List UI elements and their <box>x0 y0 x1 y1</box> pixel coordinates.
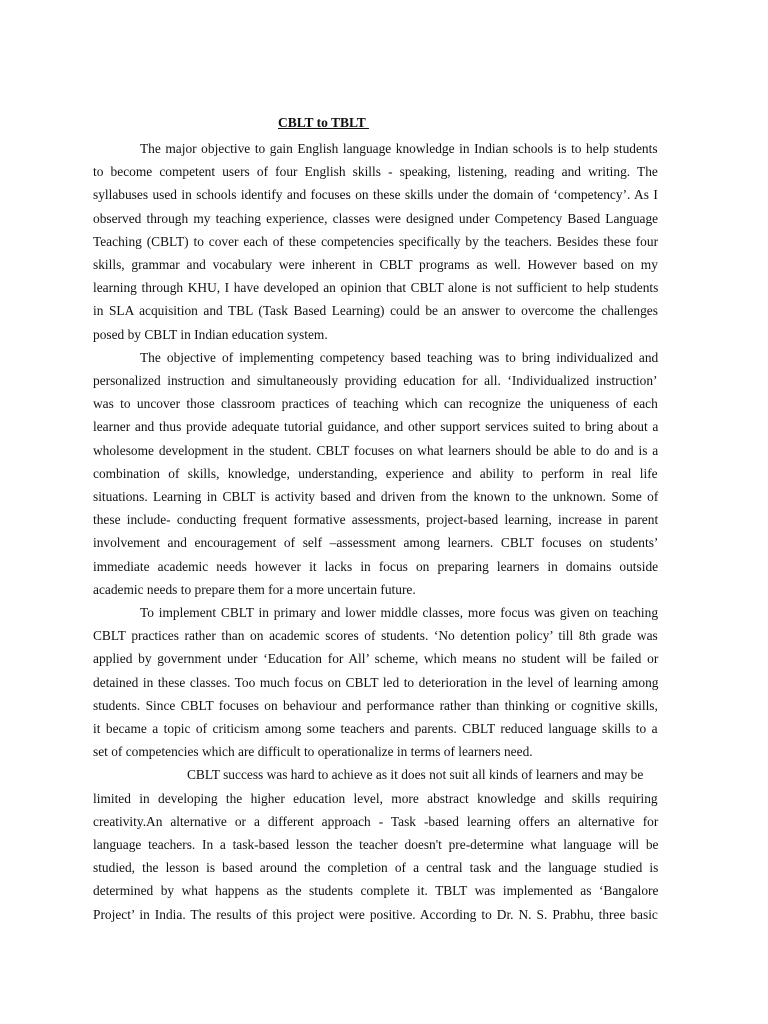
text-line: Teaching (CBLT) to cover each of these competencies specifically by the teachers. Besides these four <box>93 233 659 249</box>
text-line: detained in these classes. Too much focus on CBLT led to deterioration in the level of learning among <box>93 674 659 690</box>
text-line: To implement CBLT in primary and lower middle classes, more focus was given on teaching <box>140 605 659 620</box>
text-line: creativity.An alternative or a different approach - Task -based learning offers an alternative for <box>93 813 659 829</box>
text-line: learning through KHU, I have developed an opinion that CBLT alone is not sufficient to help students <box>93 280 659 296</box>
text-line: limited in developing the higher education level, more abstract knowledge and skills requiring <box>93 790 658 806</box>
text-line: CBLT practices rather than on academic scores of students. ‘No detention policy’ till 8th grade was <box>93 628 658 644</box>
text-line: The objective of implementing competency based teaching was to bring individualized and <box>140 349 659 365</box>
text-line: wholesome development in the student. CBLT focuses on what learners should be able to do and is a <box>93 442 659 458</box>
text-line: it became a topic of criticism among some teachers and parents. CBLT reduced language skills to a <box>93 721 658 736</box>
text-line: CBLT success was hard to achieve as it does not suit all kinds of learners and may be <box>187 767 644 783</box>
text-line: determined by what happens as the students complete it. TBLT was implemented as ‘Bangalore <box>93 883 659 899</box>
text-line: studied, the lesson is based around the completion of a central task and the language studied is <box>93 860 659 876</box>
text-line: students. Since CBLT focuses on behaviour and performance rather than thinking or cognitive skills, <box>93 697 658 713</box>
document-title: CBLT to TBLT <box>278 115 369 130</box>
text-line: set of competencies which are difficult to operationalize in terms of learners need. <box>93 744 533 760</box>
text-line: observed through my teaching experience, classes were designed under Competency Based Language <box>93 210 659 226</box>
text-line: syllabuses used in schools identify and focuses on these skills under the domain of ‘competency’. As I <box>93 187 658 203</box>
text-line: these include- conducting frequent formative assessments, project-based learning, increase in parent <box>93 512 659 528</box>
text-line: applied by government under ‘Education for All’ scheme, which means no student will be failed or <box>93 651 659 667</box>
text-line: was to uncover those classroom practices of teaching which can recognize the uniqueness of each <box>93 396 658 412</box>
text-line: Project’ in India. The results of this project were positive. According to Dr. N. S. Prabhu, three basic <box>93 906 658 922</box>
text-line: involvement and encouragement of self –assessment among learners. CBLT focuses on students’ <box>93 535 659 551</box>
text-line: posed by CBLT in Indian education system. <box>93 326 328 342</box>
text-line: The major objective to gain English language knowledge in Indian schools is to help students <box>140 141 658 156</box>
text-line: skills, grammar and vocabulary were inherent in CBLT programs as well. However based on my <box>93 257 658 272</box>
text-line: combination of skills, knowledge, understanding, experience and ability to perform in real life <box>93 465 658 481</box>
text-line: personalized instruction and simultaneously providing education for all. ‘Individualized instruction’ <box>93 373 658 388</box>
text-line: to become competent users of four English skills - speaking, listening, reading and writing. The <box>93 164 658 180</box>
text-line: immediate academic needs however it lacks in focus on preparing learners in domains outside <box>93 558 659 574</box>
text-line: academic needs to prepare them for a more uncertain future. <box>93 581 416 597</box>
text-line: situations. Learning in CBLT is activity based and driven from the known to the unknown. Some of <box>93 489 659 504</box>
text-line: in SLA acquisition and TBL (Task Based Learning) could be an answer to overcome the challenges <box>93 303 658 319</box>
text-line: language teachers. In a task-based lesson the teacher doesn't pre-determine what language will be <box>93 837 659 852</box>
text-line: learner and thus provide adequate tutorial guidance, and other support services suited to bring about a <box>93 419 659 435</box>
